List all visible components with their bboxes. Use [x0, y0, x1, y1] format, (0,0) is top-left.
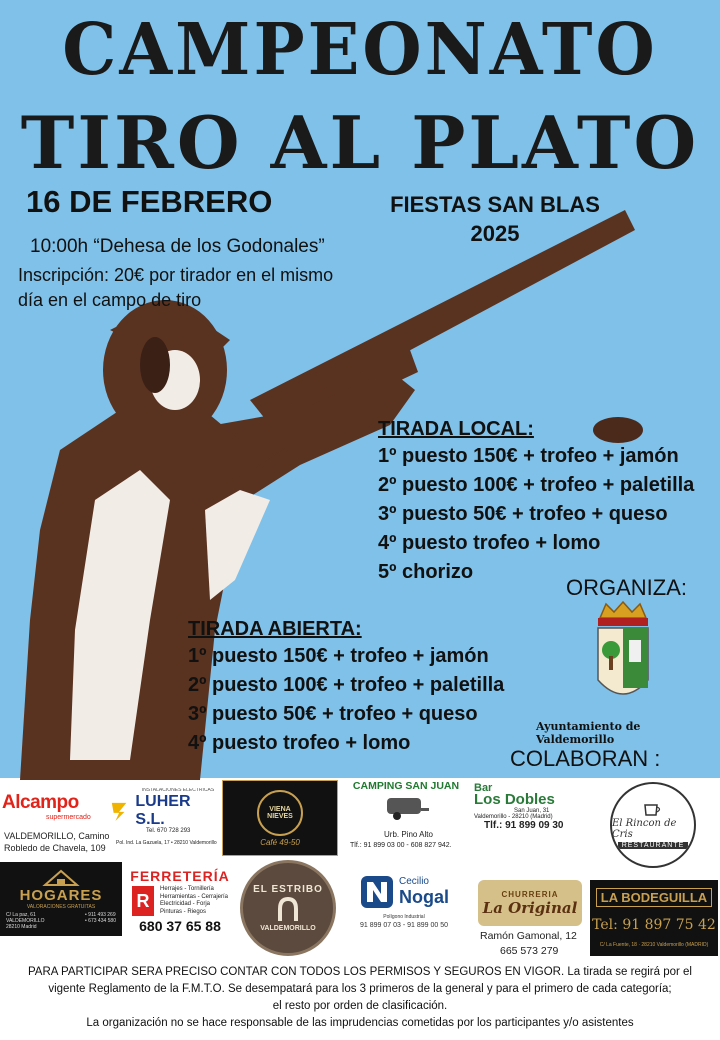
- sponsor-bodeguilla: [590, 880, 718, 956]
- camping-name: CAMPING SAN JUAN: [352, 780, 460, 792]
- rincon-name: El Rincon de Cris: [612, 817, 677, 840]
- luher-bolt-icon: [110, 800, 135, 822]
- camping-addr: Urb. Pino Alto: [384, 830, 433, 839]
- local-prize-2: 2º puesto 100€ + trofeo + paletilla: [378, 474, 695, 496]
- abierta-prize-1: 1º puesto 150€ + trofeo + jamón: [188, 645, 489, 667]
- footer-line4: La organización no se hace responsable de las imprudencias cometidas por los participantes y/o asistentes: [86, 1017, 634, 1029]
- dobles-addr2: Valdemorillo - 28210 (Madrid): [474, 814, 553, 820]
- ferreteria-items3: Electricidad - Forja: [159, 901, 210, 907]
- alcampo-name: Alcampo: [2, 791, 79, 813]
- sponsor-luher: [110, 788, 216, 828]
- nogal-tel: 91 899 07 03 - 91 899 00 50: [360, 922, 448, 929]
- luher-top: INSTALACIONES ELÉCTRICAS: [141, 788, 215, 793]
- caravan-icon: [381, 792, 431, 822]
- organiza-name: Ayuntamiento de Valdemorillo: [536, 720, 641, 746]
- hogares-tel2: • 673 434 580: [85, 917, 116, 924]
- footer-line3: el resto por orden de clasificación.: [272, 1000, 448, 1012]
- bodeguilla-tel: Tel: 91 897 75 42: [592, 916, 716, 933]
- local-prize-4: 4º puesto trofeo + lomo: [378, 532, 601, 554]
- footer-notice: [0, 964, 720, 1032]
- ferreteria-items2: Herramientas - Cerrajería: [159, 893, 229, 900]
- nogal-logo-icon: [359, 874, 395, 910]
- sponsor-los-dobles: [474, 782, 584, 854]
- local-prize-3: 3º puesto 50€ + trofeo + queso: [378, 503, 668, 525]
- sponsor-viena-nieves: [222, 780, 338, 856]
- hogares-tel1: • 911 493 269: [85, 911, 116, 918]
- dobles-name: Los Dobles: [474, 791, 555, 808]
- local-heading: TIRADA LOCAL:: [378, 418, 534, 440]
- alcampo-addr1: VALDEMORILLO, Camino: [4, 831, 110, 841]
- inscription-line1: Inscripción: 20€ por tirador en el mismo: [18, 265, 334, 285]
- estribo-name: EL ESTRIBO: [253, 884, 323, 895]
- churreria-addr: Ramón Gamonal, 12: [480, 930, 577, 942]
- fiestas-label: [350, 190, 640, 248]
- footer-line2: vigente Reglamento de la F.M.T.O. Se desempatará para los 3 primeros de la general y para el primero de cada categoría;: [48, 983, 672, 995]
- organiza-label: ORGANIZA:: [566, 575, 688, 600]
- ferreteria-name: FERRETERÍA: [130, 868, 230, 884]
- hogares-addr3: 28210 Madrid: [6, 923, 37, 930]
- ferreteria-tel: 680 37 65 88: [139, 918, 221, 934]
- sponsor-alcampo: [2, 782, 108, 830]
- sponsor-nogal: [342, 874, 466, 948]
- viena-name: VIENA NIEVES: [267, 805, 293, 820]
- bodeguilla-name: LA BODEGUILLA: [596, 888, 712, 907]
- hogares-name: HOGARES: [19, 886, 103, 904]
- local-prize-5: 5º chorizo: [378, 561, 474, 583]
- coffee-cup-icon: [642, 802, 664, 818]
- luher-name: LUHER S.L.: [135, 793, 191, 828]
- sponsor-hogares: [0, 862, 122, 936]
- abierta-section: [188, 618, 504, 755]
- dobles-addr1: San Juan, 31: [514, 808, 550, 814]
- ferreteria-logo-icon: R: [132, 886, 154, 916]
- sponsor-estribo: [240, 860, 336, 956]
- hogares-addr1: C/ La paz, 61: [6, 911, 36, 918]
- footer-line1: PARA PARTICIPAR SERA PRECISO CONTAR CON TODOS LOS PERMISOS Y SEGUROS EN VIGOR. La tirada se regirá por el: [27, 966, 692, 978]
- abierta-prize-2: 2º puesto 100€ + trofeo + paletilla: [188, 674, 505, 696]
- ferreteria-items4: Pinturas - Riegos: [159, 908, 207, 915]
- hogares-addr2: VALDEMORILLO: [6, 917, 45, 924]
- sponsor-churreria: [478, 880, 582, 926]
- abierta-prize-4: 4º puesto trofeo + lomo: [188, 732, 411, 754]
- local-section: [378, 418, 694, 584]
- coat-of-arms-icon: [592, 600, 654, 712]
- abierta-prize-3: 3º puesto 50€ + trofeo + queso: [188, 703, 478, 725]
- alcampo-sub: supermercado: [46, 813, 91, 821]
- alcampo-addr2: Robledo de Chavela, 109: [4, 843, 106, 853]
- churreria-name: La Original: [482, 898, 578, 917]
- luher-addr: Pol. Ind. La Gazuela, 17 • 28210 Valdemorillo: [116, 840, 217, 846]
- viena-sub: Café 49-50: [260, 837, 300, 847]
- bodeguilla-addr: C/ La Fuente, 18 · 28210 Valdemorillo (MADRID): [599, 942, 709, 948]
- event-date: 16 DE FEBRERO: [26, 184, 273, 219]
- churreria-top: CHURRERIA: [501, 889, 559, 899]
- nogal-name1: Cecilio: [398, 876, 429, 887]
- dobles-tel: Tlf.: 91 899 09 30: [484, 820, 564, 831]
- local-prize-1: 1º puesto 150€ + trofeo + jamón: [378, 445, 679, 467]
- rincon-sub: RESTAURANTE: [618, 842, 689, 849]
- dobles-bar: Bar: [474, 782, 493, 794]
- sponsor-rincon: [610, 782, 696, 868]
- fiestas-line1: FIESTAS SAN BLAS: [390, 192, 600, 217]
- estribo-sub: VALDEMORILLO: [260, 925, 316, 932]
- sponsor-ferreteria: [124, 868, 236, 942]
- title-line2: TIRO AL PLATO: [20, 100, 700, 185]
- fiestas-year: 2025: [470, 221, 520, 246]
- hogares-sub: VALORACIONES GRATUITAS: [26, 903, 96, 910]
- luher-tel: Tel. 670 728 293: [146, 828, 191, 834]
- nogal-addr: Polígono Industrial: [383, 914, 425, 920]
- abierta-heading: TIRADA ABIERTA:: [188, 618, 362, 640]
- ferreteria-items1: Herrajes - Tornillería: [159, 886, 214, 892]
- colaboran-label: COLABORAN :: [510, 746, 661, 771]
- time-place: 10:00h “Dehesa de los Godonales”: [30, 236, 325, 257]
- horseshoe-icon: [273, 895, 303, 925]
- nogal-name2: Nogal: [398, 887, 449, 907]
- alcampo-address: [4, 830, 109, 854]
- sponsor-camping: [344, 780, 468, 830]
- title-line1: CAMPEONATO: [62, 8, 658, 92]
- inscription-line2: día en el campo de tiro: [18, 290, 202, 310]
- viena-emblem-icon: [257, 790, 303, 836]
- camping-tel: Tlf.: 91 899 03 00 - 608 827 942.: [350, 842, 452, 849]
- churreria-tel: 665 573 279: [500, 945, 559, 957]
- house-icon: [41, 869, 81, 887]
